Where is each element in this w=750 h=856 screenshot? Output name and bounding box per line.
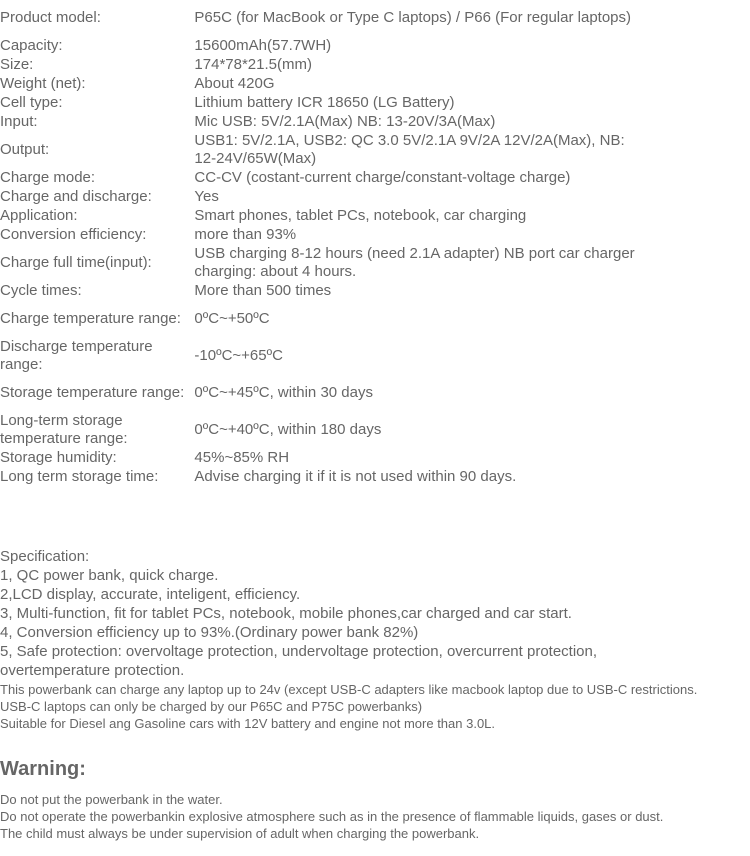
spec-row	[0, 131, 640, 168]
spec-row	[0, 448, 640, 467]
spec-label: Long-term storage temperature range:	[0, 412, 128, 447]
spec-label: Charge temperature range:	[0, 309, 181, 327]
spec-label: Application:	[0, 206, 78, 224]
spec-table	[0, 0, 640, 486]
spec-label: Storage humidity:	[0, 448, 117, 466]
spec-label: Long term storage time:	[0, 467, 159, 485]
spec-value: 0ºC~+50ºC	[194, 309, 270, 327]
spec-row	[0, 55, 640, 74]
spec-value: Mic USB: 5V/2.1A(Max) NB: 13-20V/3A(Max)	[194, 112, 496, 130]
spec-label: Charge and discharge:	[0, 187, 152, 205]
compatibility-notes	[0, 681, 700, 732]
spec-row	[0, 168, 640, 187]
spec-value: 15600mAh(57.7WH)	[194, 36, 332, 54]
spec-value: Smart phones, tablet PCs, notebook, car charging	[194, 206, 527, 224]
spec-value: 45%~85% RH	[194, 448, 290, 466]
spec-value: USB1: 5V/2.1A, USB2: QC 3.0 5V/2.1A 9V/2A 12V/2A(Max), NB: 12-24V/65W(Max)	[194, 132, 625, 167]
spec-value: 174*78*21.5(mm)	[194, 55, 312, 73]
spec-label: Size:	[0, 55, 34, 73]
specification-item: 5, Safe protection: overvoltage protection, undervoltage protection, overcurrent protection, overtemperature protection.	[0, 643, 598, 679]
spec-value: 0ºC~+40ºC, within 180 days	[194, 420, 382, 438]
spec-value: Advise charging it if it is not used within 90 days.	[194, 467, 517, 485]
note-line: This powerbank can charge any laptop up to 24v (except USB-C adapters like macbook laptop due to USB-C restrictions. USB-C laptops can only be charged by our P65C and P75C powerbanks)	[0, 682, 698, 714]
spec-row	[0, 206, 640, 225]
spec-row	[0, 337, 640, 374]
spec-value: 0ºC~+45ºC, within 30 days	[194, 383, 373, 401]
spec-row	[0, 187, 640, 206]
spec-value: USB charging 8-12 hours (need 2.1A adapter) NB port car charger charging: about 4 hours.	[194, 245, 635, 280]
spec-value: More than 500 times	[194, 281, 332, 299]
spec-label: Weight (net):	[0, 74, 86, 92]
specification-heading: Specification:	[0, 548, 90, 565]
spec-label: Cycle times:	[0, 281, 82, 299]
spec-label: Discharge temperature range:	[0, 338, 153, 373]
spec-value: Lithium battery ICR 18650 (LG Battery)	[194, 93, 455, 111]
warning-item: Do not put the powerbank in the water.	[0, 792, 223, 807]
spec-label: Conversion efficiency:	[0, 225, 147, 243]
spec-label: Capacity:	[0, 36, 63, 54]
specification-section	[0, 547, 660, 680]
spec-row	[0, 74, 640, 93]
spec-value: -10ºC~+65ºC	[194, 346, 283, 364]
spec-row	[0, 374, 640, 411]
spec-label: Input:	[0, 112, 38, 130]
spec-value: CC-CV (costant-current charge/constant-voltage charge)	[194, 168, 571, 186]
spec-value: About 420G	[194, 74, 275, 92]
note-line: Suitable for Diesel ang Gasoline cars with 12V battery and engine not more than 3.0L.	[0, 716, 496, 731]
spec-label: Cell type:	[0, 93, 63, 111]
spec-row	[0, 112, 640, 131]
specification-item: 3, Multi-function, fit for tablet PCs, notebook, mobile phones,car charged and car start.	[0, 605, 572, 622]
spec-value: P65C (for MacBook or Type C laptops) / P66 (For regular laptops)	[194, 9, 632, 27]
spec-value: Yes	[194, 187, 219, 205]
spec-row	[0, 281, 640, 300]
spec-row	[0, 244, 640, 281]
spec-label: Output:	[0, 140, 50, 158]
spec-row	[0, 411, 640, 448]
spec-label: Charge full time(input):	[0, 253, 152, 271]
spec-row	[0, 225, 640, 244]
spec-label: Storage temperature range:	[0, 383, 185, 401]
spec-value: more than 93%	[194, 225, 297, 243]
warning-heading: Warning:	[0, 758, 86, 780]
spec-row	[0, 36, 640, 55]
spec-label: Charge mode:	[0, 168, 96, 186]
spec-row	[0, 467, 640, 486]
warning-item: Do not operate the powerbankin explosive atmosphere such as in the presence of flammable liquids, gases or dust.	[0, 809, 664, 824]
spec-label: Product model:	[0, 9, 101, 27]
spec-row	[0, 93, 640, 112]
warning-list	[0, 791, 740, 842]
warning-item: The child must always be under supervision of adult when charging the powerbank.	[0, 826, 480, 841]
spec-row	[0, 0, 640, 36]
specification-item: 1, QC power bank, quick charge.	[0, 567, 219, 584]
specification-item: 4, Conversion efficiency up to 93%.(Ordinary power bank 82%)	[0, 624, 419, 641]
spec-row	[0, 300, 640, 337]
specification-item: 2,LCD display, accurate, inteligent, efficiency.	[0, 586, 301, 603]
